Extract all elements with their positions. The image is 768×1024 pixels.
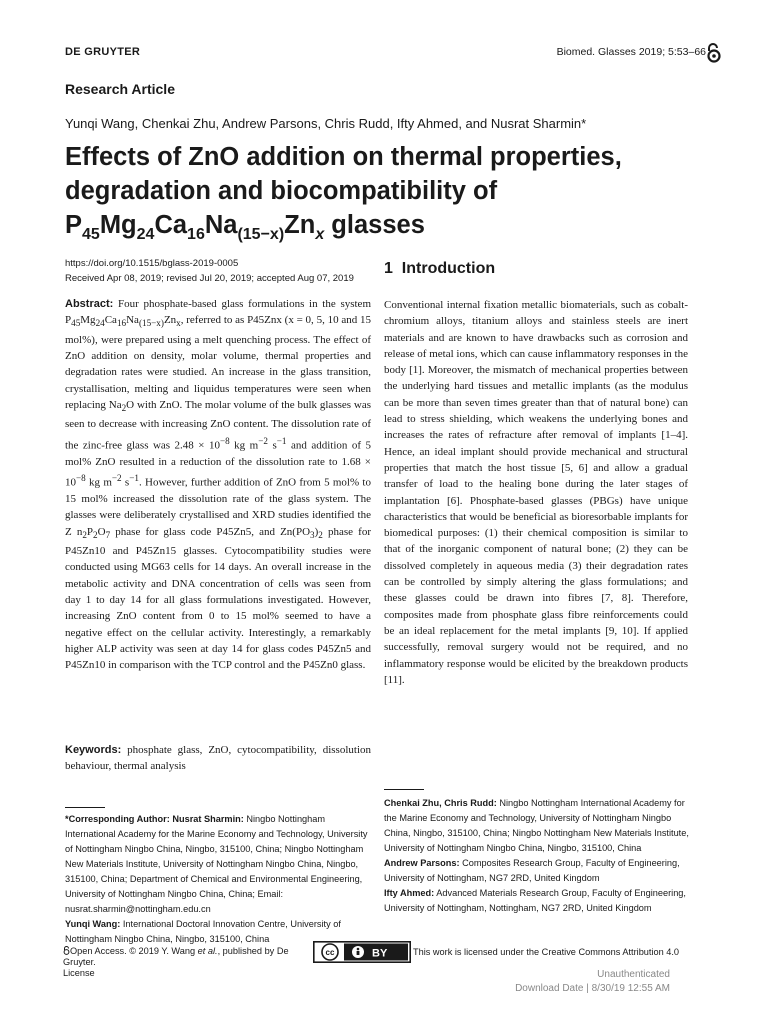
title-line-2: degradation and biocompatibility of [65,177,498,205]
article-type: Research Article [65,81,175,97]
title-formula: $P_{45}Mg_{24}Ca_{16}Na_{(15-x)}Zn_x$ glasses [65,211,425,244]
svg-text:cc: cc [325,948,335,957]
cc-by-license-icon[interactable] [313,941,411,963]
open-access-icon [705,43,723,63]
open-access-small-icon [63,946,70,955]
author-affiliation-zhu-rudd: Chenkai Zhu, Chris Rudd: Ningbo Nottingham International Academy for the Marine Economy and Technology, University of Nottingham Ningbo China, Ningbo, 315100, China; Ningbo Nottingham New Materials Institute, University of Nottingham Ningbo China, Ningbo, 315100, China [384,798,689,853]
keywords-label: Keywords: [65,744,122,756]
footnotes-right [384,796,690,916]
cc-by-label: BY [372,947,388,960]
corresponding-author-note: *Corresponding Author: Nusrat Sharmin: Ningbo Nottingham International Academy for the Marine Economy and Technology, University of Nottingham Ningbo China, Ningbo, 315100, China; Ningbo Nottingham New Materials Institute, University of Nottingham Ningbo China, Ningbo, 315100, China; Department of Chemical and Environmental Engineering, University of Nottingham Ningbo China, China; Email: nusrat.sharmin@nottingham.edu.cn [65,814,368,914]
author-list: Yunqi Wang, Chenkai Zhu, Andrew Parsons, Chris Rudd, Ifty Ahmed, and Nusrat Sharmin* [65,116,587,131]
author-affiliation-ahmed: Ifty Ahmed: Advanced Materials Research Group, Faculty of Engineering, University of Nottingham, Nottingham, NG7 2RD, United Kingdom [384,888,686,913]
publisher-name: DE GRUYTER [65,46,141,58]
open-access-statement: Open Access. © 2019 Y. Wang et al., published by De Gruyter. License [63,946,289,978]
license-text: This work is licensed under the Creative Commons Attribution 4.0 [413,947,680,957]
footnotes-left [65,812,371,947]
footnote-rule [65,807,105,808]
author-affiliation-parsons: Andrew Parsons: Composites Research Group, Faculty of Engineering, University of Nottingham, NG7 2RD, United Kingdom [384,858,680,883]
download-date: Download Date | 8/30/19 12:55 AM [515,983,670,994]
abstract-label: Abstract: [65,298,114,310]
article-title [65,140,715,252]
author-affiliation-wang: Yunqi Wang: International Doctoral Innovation Centre, University of Nottingham Ningbo China, Ningbo, 315100, China [65,919,341,944]
publication-dates: Received Apr 08, 2019; revised Jul 20, 2019; accepted Aug 07, 2019 [65,273,354,284]
abstract: Abstract: Four phosphate-based glass formulations in the system $P_{45}Mg_{24}Ca_{16}Na_{(15-x)}Zn_x$, referred to as P45Znx (x = 0, 5, 10 and 15 mol%), were prepared using a melt quenching process. The effect of ZnO addition on density, molar volume, thermal properties and degradation rates were studied. An increase in the glass transition, crystallisation, melting and liquidus temperatures were seen when replacing $Na_2O$ with ZnO. The molar volume of the bulk glasses was seen to decrease with increasing ZnO content. The dissolution rate of the zinc-free glass was $2.48 \times 10^{-8}$ kg $m^{-2}$ $s^{-1}$ and addition of 5 mol% ZnO resulted in a reduction of the dissolution rate to $1.68 \times 10^{-8}$ kg $m^{-2}$ $s^{-1}$. However, further addition of ZnO from 5 mol% to 15 mol% increased the dissolution rate of the glass system. The glasses were deliberately crystallised and XRD studies identified the Z $n_2P_2O_7$ phase for glass code P45Zn5, and $Zn(PO_3)_2$ phase for P45Zn10 and P45Zn15 glasses. Cytocompatibility studies were conducted using MG63 cells for 14 days. An overall increase in the metabolic activity and DNA concentration of cells was seen from day 1 to day 14 for all glass formulations investigated. However, increasing ZnO content from 0 to 15 mol% seemed to have a negative effect on the cellular activity. Interestingly, a remarkably higher ALP activity was seen at day 14 for glass codes P45Zn5 and P45Zn10 in comparison with the TCP control and the P45Zn0 glass. [65,298,371,672]
doi-link[interactable]: https://doi.org/10.1515/bglass-2019-0005 [65,258,239,269]
title-line-1: Effects of ZnO addition on thermal properties, [65,143,622,171]
journal-reference: Biomed. Glasses 2019; 5:53–66 [556,46,706,58]
section-heading-introduction: 1 Introduction [384,260,496,277]
authentication-status: Unauthenticated [597,969,670,980]
introduction-body: Conventional internal fixation metallic biomaterials, such as cobalt-chromium alloys, titanium alloys and stainless steels are inert materials and are known to have drawbacks such as corrosion and release of metal ions, which can cause inflammatory responses in the body [1]. Moreover, the mismatch of mechanical properties between the underlying hard tissues and metallic implants (as the modulus can be more than seven times greater than that of natural bone) can lead to stress shielding, which weakens the underlying bones and increases the rates of refracture after removal of implants [1–4]. Hence, an ideal implant should provide mechanical and structural properties that match the host tissue [5, 6] and allow a gradual transfer of load to the healing bone during the later stages of implantation [6]. Phosphate-based glasses (PBGs) have unique characteristics that would be beneficial as bioresorbable implants for biomedical purposes: (1) their chemical composition is similar to that of the inorganic component of natural bone; (2) they can be dissolved completely in aqueous media (3) their degradation rates can be controlled by simply altering the glass formulations; and these glasses could be drawn into fibres [7, 8]. Therefore, composites made from phosphate glass fibre reinforcements could be an ideal replacement for the metal implants [9, 10]. If applied successfully, removal surgery would not be required, and no inflammatory response would be elicited by the breakdown products [11]. [384,299,688,686]
keywords: Keywords: phosphate glass, ZnO, cytocompatibility, dissolution behaviour, thermal analysis [65,744,371,773]
footnote-rule [384,789,424,790]
